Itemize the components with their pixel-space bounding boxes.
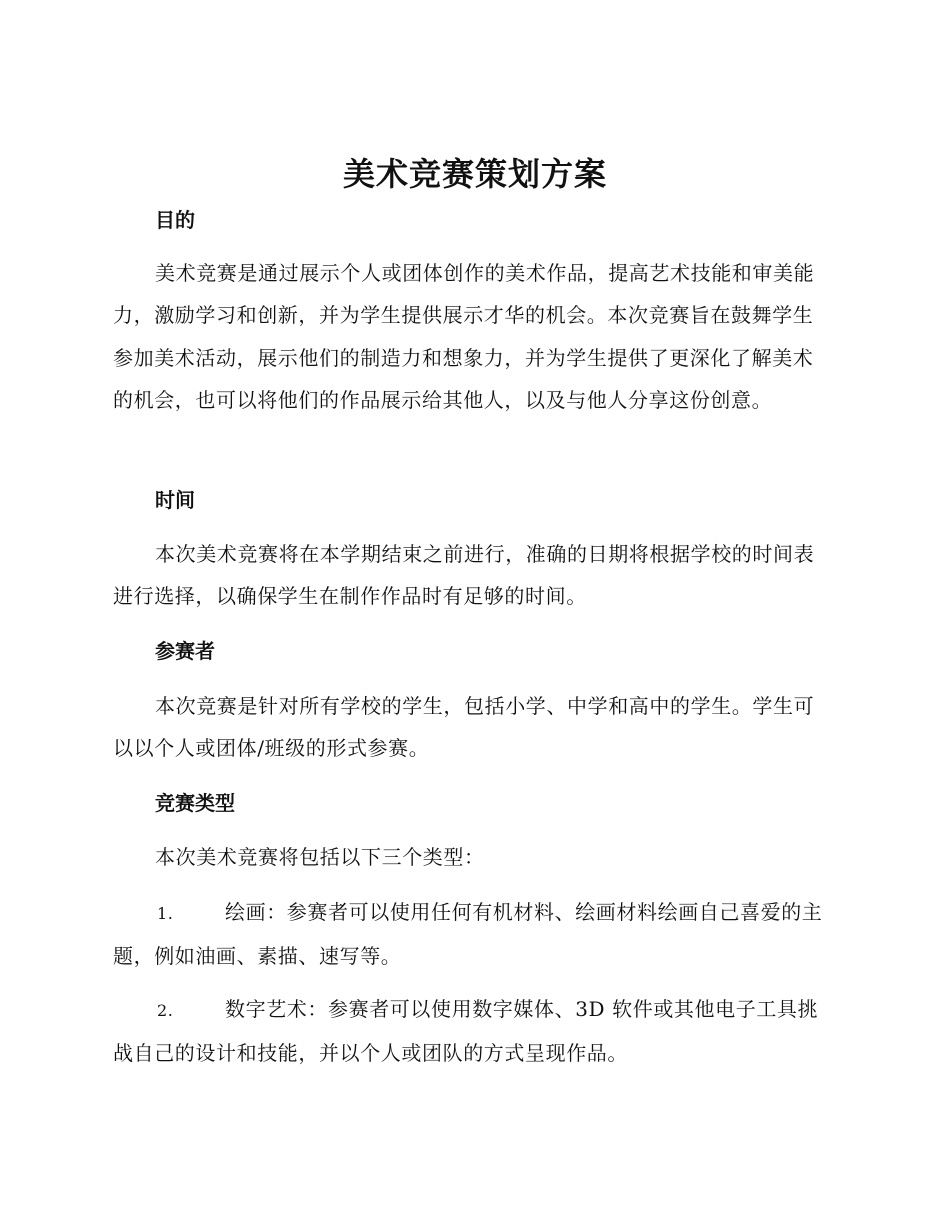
section-heading-time: 时间 — [155, 488, 195, 512]
document-title: 美术竞赛策划方案 — [342, 155, 607, 193]
list-item-text: 绘画：参赛者可以使用任何有机材料、绘画材料绘画自己喜爱的主题，例如油画、素描、速写等。 — [113, 900, 823, 969]
section-heading-participants: 参赛者 — [155, 639, 215, 663]
section-paragraph-time: 本次美术竞赛将在本学期结束之前进行，准确的日期将根据学校的时间表进行选择，以确保学生在制作作品时有足够的时间。 — [113, 542, 815, 609]
section-paragraph-competition-types: 本次美术竞赛将包括以下三个类型： — [155, 845, 485, 869]
list-item — [113, 891, 833, 978]
section-heading-purpose: 目的 — [155, 208, 195, 232]
section-paragraph-participants: 本次竞赛是针对所有学校的学生，包括小学、中学和高中的学生。学生可以以个人或团体/班级的形式参赛。 — [113, 694, 815, 761]
section-heading-competition-types: 竞赛类型 — [155, 791, 235, 815]
list-item-text: 数字艺术：参赛者可以使用数字媒体、3D 软件或其他电子工具挑战自己的设计和技能，并以个人或团队的方式呈现作品。 — [113, 997, 819, 1066]
list-item-number: 1. — [157, 904, 174, 923]
list-item-number: 2. — [157, 1001, 174, 1020]
list-item — [113, 988, 833, 1075]
section-paragraph-purpose: 美术竞赛是通过展示个人或团体创作的美术作品，提高艺术技能和审美能力，激励学习和创新，并为学生提供展示才华的机会。本次竞赛旨在鼓舞学生参加美术活动，展示他们的制造力和想象力，并为学生提供了更深化了解美术的机会，也可以将他们的作品展示给其他人，以及与他人分享这份创意。 — [113, 261, 815, 413]
